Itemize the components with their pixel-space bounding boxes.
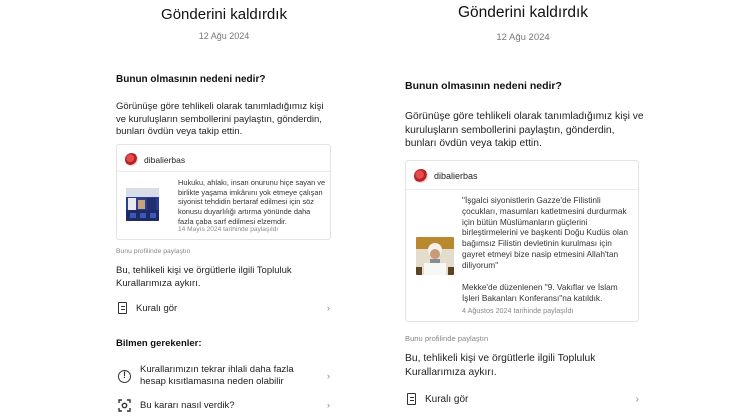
document-icon [407, 393, 416, 405]
post-date: 4 Ağustos 2024 tarihinde paylaşıldı [462, 306, 574, 315]
card-divider [406, 189, 638, 190]
post-author [414, 169, 478, 183]
violation-label: Kurallarımızın tekrar ihlali daha fazla hesap kısıtlamasına neden olabilir [140, 364, 294, 388]
chevron-right-icon: › [635, 393, 639, 405]
removed-post-card[interactable] [405, 160, 639, 322]
see-rule-label: Kuralı gör [425, 393, 469, 405]
chevron-right-icon: › [326, 370, 330, 382]
reason-text: Görünüşe göre tehlikeli olarak tanımladığımız kişi ve kuruluşların sembollerini paylaştın, gönderdin, bunları övdün veya takip ettin. [405, 111, 644, 150]
post-text: Hukuku, ahlakı, insan onurunu hiçe sayan ve birlikte yaşama imkânını yok etmeye çalışan siyonist tehdidin bertaraf edilmesi için söz konusu duyarlılığı artırma yönünde daha fazla çaba sarf edilmesi elzemdir. [178, 178, 326, 226]
post-text: "İşgalci siyonistlerin Gazze'de Filistinli çocukları, masumları katletmesini durdurmak için bütün Müslümanların güçlerini birleştirmelerini ve başkenti Doğu Kudüs olan bağımsız Filistin devletinin kurulması için gayret etmeyi bize nasip etmesini Allah'tan diliyorum" [462, 195, 629, 270]
decision-label: Bu kararı nasıl verdik? [140, 400, 235, 411]
removed-post-card[interactable] [116, 144, 331, 240]
chevron-right-icon: › [326, 400, 330, 411]
shared-label: Bunu profilinde paylaştın [405, 334, 489, 343]
right-notice-panel [392, 0, 654, 420]
post-thumbnail [126, 188, 159, 221]
post-thumbnail [416, 237, 454, 275]
avatar [414, 169, 428, 183]
notice-date: 12 Ağu 2024 [496, 32, 550, 43]
reason-heading: Bunun olmasının nedeni nedir? [116, 74, 266, 85]
decision-info-button[interactable] [118, 399, 330, 412]
scan-icon [118, 399, 131, 412]
chevron-right-icon: › [326, 302, 330, 314]
left-notice-panel [104, 0, 344, 420]
violation-info-button[interactable] [118, 364, 330, 389]
reason-heading: Bunun olmasının nedeni nedir? [405, 80, 562, 92]
avatar [125, 153, 138, 166]
shared-label: Bunu profilinde paylaştın [116, 248, 191, 255]
rule-text: Bu, tehlikeli kişi ve örgütlerle ilgili Topluluk Kurallarımıza aykırı. [405, 353, 596, 378]
alert-circle-icon [118, 370, 131, 383]
post-date: 14 Mayıs 2024 tarihinde paylaşıldı [178, 226, 279, 233]
post-author [125, 153, 185, 166]
reason-text: Görünüşe göre tehlikeli olarak tanımladığımız kişi ve kuruluşların sembollerini paylaştın, gönderdin, bunları övdün veya takip ettin. [116, 101, 324, 138]
know-heading: Bilmen gerekenler: [116, 338, 202, 349]
page-title: Gönderini kaldırdık [457, 4, 589, 21]
username: dibalierbas [144, 154, 186, 165]
page-title: Gönderini kaldırdık [161, 6, 287, 23]
see-rule-button[interactable] [118, 302, 330, 314]
card-divider [117, 171, 330, 172]
see-rule-label: Kuralı gör [136, 302, 178, 314]
username: dibalierbas [434, 171, 478, 181]
see-rule-button[interactable] [407, 393, 639, 405]
document-icon [118, 302, 127, 314]
post-text-caption: Mekke'de düzenlenen "9. Vakıflar ve İslam İşleri Bakanları Konferansı"na katıldık. [462, 282, 618, 303]
rule-text: Bu, tehlikeli kişi ve örgütlerle ilgili Topluluk Kurallarımıza aykırı. [116, 265, 292, 289]
notice-date: 12 Ağu 2024 [198, 31, 250, 41]
